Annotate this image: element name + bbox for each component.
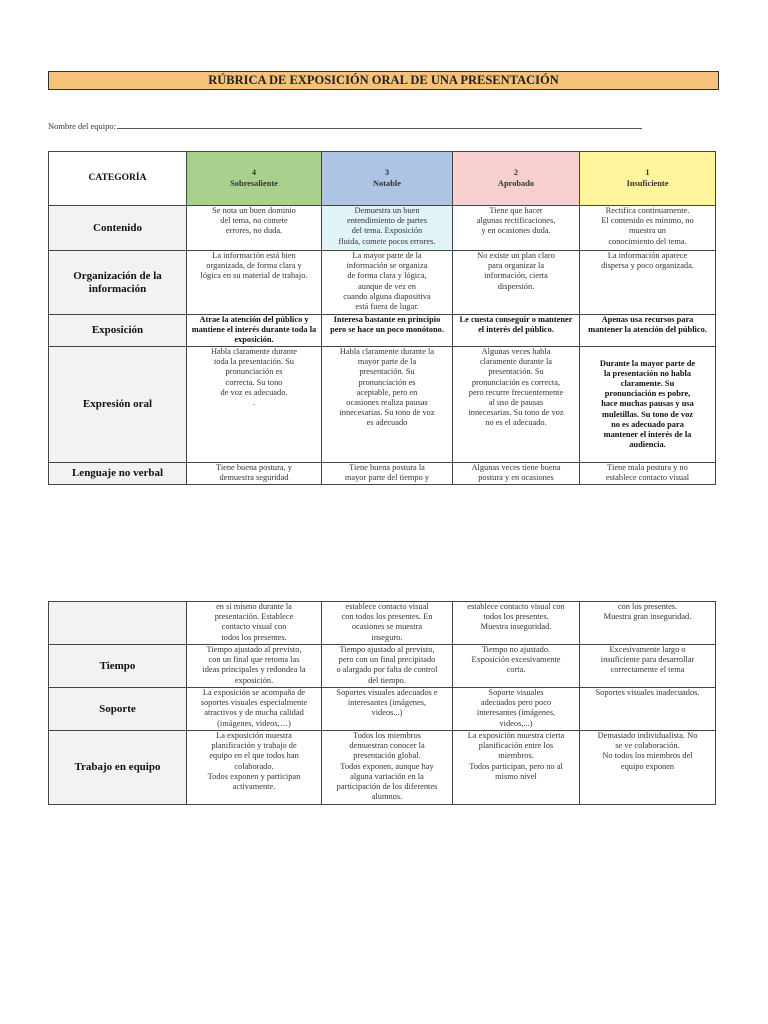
rubric-cell: Apenas usa recursos para mantener la atención del público. [580, 315, 716, 347]
rubric-cell: Se nota un buen dominio del tema, no comete errores, no duda. [187, 206, 322, 251]
table-row [49, 347, 716, 463]
category-contenido: Contenido [49, 206, 187, 251]
rubric-cell: Interesa bastante en principio pero se hace un poco monótono. [322, 315, 453, 347]
rubric-title: RÚBRICA DE EXPOSICIÓN ORAL DE UNA PRESENTACIÓN [48, 71, 719, 90]
level-score: 1 [645, 168, 650, 178]
rubric-cell: Tiene mala postura y no establece contacto visual [580, 463, 716, 485]
rubric-cell: Soportes visuales adecuados e interesantes (imágenes, videos...) [322, 688, 453, 731]
rubric-cell: Algunas veces tiene buena postura y en ocasiones [453, 463, 580, 485]
rubric-cell: establece contacto visual con todos los presentes. En ocasiones se muestra inseguro. [322, 602, 453, 645]
rubric-cell: Habla claramente durante la mayor parte de la presentación. Su pronunciación es aceptable, pero en ocasiones realiza pausas innecesarias. Su tono de voz es adecuado [322, 347, 453, 463]
category-exposicion: Exposición [49, 315, 187, 347]
header-level-2 [453, 152, 580, 206]
rubric-cell: Excesivamente largo o insuficiente para desarrollar correctamente el tema [580, 645, 716, 688]
header-level-1 [580, 152, 716, 206]
rubric-cell: La información está bien organizada, de forma clara y lógica en su material de trabajo. [187, 251, 322, 315]
rubric-cell: con los presentes. Muestra gran inseguridad. [580, 602, 716, 645]
category-trabajo-en-equipo: Trabajo en equipo [49, 731, 187, 805]
rubric-cell: Atrae la atención del público y mantiene el interés durante toda la exposición. [187, 315, 322, 347]
rubric-cell: La información aparece dispersa y poco organizada. [580, 251, 716, 315]
team-name-label: Nombre del equipo: [48, 121, 116, 131]
rubric-cell: Tiene buena postura la mayor parte del tiempo y [322, 463, 453, 485]
rubric-cell: Soporte visuales adecuados pero poco interesantes (imágenes, videos,...) [453, 688, 580, 731]
table-row [49, 206, 716, 251]
rubric-cell: Soportes visuales inadecuados. [580, 688, 716, 731]
rubric-cell: Habla claramente durante toda la presentación. Su pronunciación es correcta. Su tono de voz es adecuado. . [187, 347, 322, 463]
rubric-cell: La exposición se acompaña de soportes visuales especialmente atractivos y de mucha calidad (imágenes, videos,…) [187, 688, 322, 731]
rubric-table-page2 [48, 601, 716, 805]
rubric-cell: Durante la mayor parte de la presentación no habla claramente. Su pronunciación es pobre, hace muchas pausas y usa muletillas. Su tono de voz no es adecuado para mantener el interés de la audiencia. [580, 347, 716, 463]
rubric-cell: establece contacto visual con todos los presentes. Muestra inseguridad. [453, 602, 580, 645]
rubric-cell: Rectifica continuamente. El contenido es mínimo, no muestra un conocimiento del tema. [580, 206, 716, 251]
category-tiempo: Tiempo [49, 645, 187, 688]
level-score: 3 [384, 168, 390, 178]
category-continued [49, 602, 187, 645]
rubric-cell: No existe un plan claro para organizar la información, cierta dispersión. [453, 251, 580, 315]
header-category: CATEGORÍA [49, 152, 187, 206]
table-row [49, 645, 716, 688]
rubric-cell: La exposición muestra cierta planificación entre los miembros. Todos participan, pero no al mismo nivel [453, 731, 580, 805]
team-name-blank [117, 120, 642, 129]
rubric-cell: Tiene buena postura, y demuestra seguridad [187, 463, 322, 485]
level-score: 2 [513, 168, 519, 178]
level-score: 4 [251, 168, 257, 178]
rubric-cell: Tiene que hacer algunas rectificaciones, y en ocasiones duda. [453, 206, 580, 251]
table-row [49, 251, 716, 315]
category-organizacion: Organización de la información [49, 251, 187, 315]
table-row [49, 602, 716, 645]
level-name: Notable [373, 178, 401, 188]
rubric-cell: La exposición muestra planificación y trabajo de equipo en el que todos han colaborado. Todos exponen y participan activamente. [187, 731, 322, 805]
table-row [49, 315, 716, 347]
team-name-line [48, 120, 642, 131]
level-name: Insuficiente [626, 178, 669, 188]
header-row [49, 152, 716, 206]
rubric-cell: Tiempo no ajustado. Exposición excesivamente corta. [453, 645, 580, 688]
rubric-cell: Tiempo ajustado al previsto, pero con un final precipitado o alargado por falta de control del tiempo. [322, 645, 453, 688]
category-lenguaje-no-verbal: Lenguaje no verbal [49, 463, 187, 485]
table-row [49, 463, 716, 485]
rubric-cell: Demasiado individualista. No se ve colaboración. No todos los miembros del equipo exponen [580, 731, 716, 805]
table-row [49, 688, 716, 731]
category-expresion-oral: Expresión oral [49, 347, 187, 463]
rubric-cell: en sí mismo durante la presentación. Establece contacto visual con todos los presentes. [187, 602, 322, 645]
rubric-cell: Demuestra un buen entendimiento de partes del tema. Exposición fluida, comete pocos errores. [322, 206, 453, 251]
rubric-table-page1 [48, 151, 716, 485]
rubric-cell: Tiempo ajustado al previsto, con un final que retoma las ideas principales y redondea la exposición. [187, 645, 322, 688]
level-name: Sobresaliente [230, 178, 278, 188]
rubric-cell: Algunas veces habla claramente durante la presentación. Su pronunciación es correcta, pero recurre frecuentemente al uso de pausas innecesarias. Su tono de voz no es el adecuado. [453, 347, 580, 463]
rubric-cell: La mayor parte de la información se organiza de forma clara y lógica, aunque de vez en cuando alguna diapositiva está fuera de lugar. [322, 251, 453, 315]
category-soporte: Soporte [49, 688, 187, 731]
rubric-cell: Le cuesta conseguir o mantener el interés del público. [453, 315, 580, 347]
header-level-4 [187, 152, 322, 206]
level-name: Aprobado [497, 178, 535, 188]
table-row [49, 731, 716, 805]
rubric-cell: Todos los miembros demuestran conocer la presentación global. Todos exponen, aunque hay alguna variación en la participación de los diferentes alumnos. [322, 731, 453, 805]
header-level-3 [322, 152, 453, 206]
